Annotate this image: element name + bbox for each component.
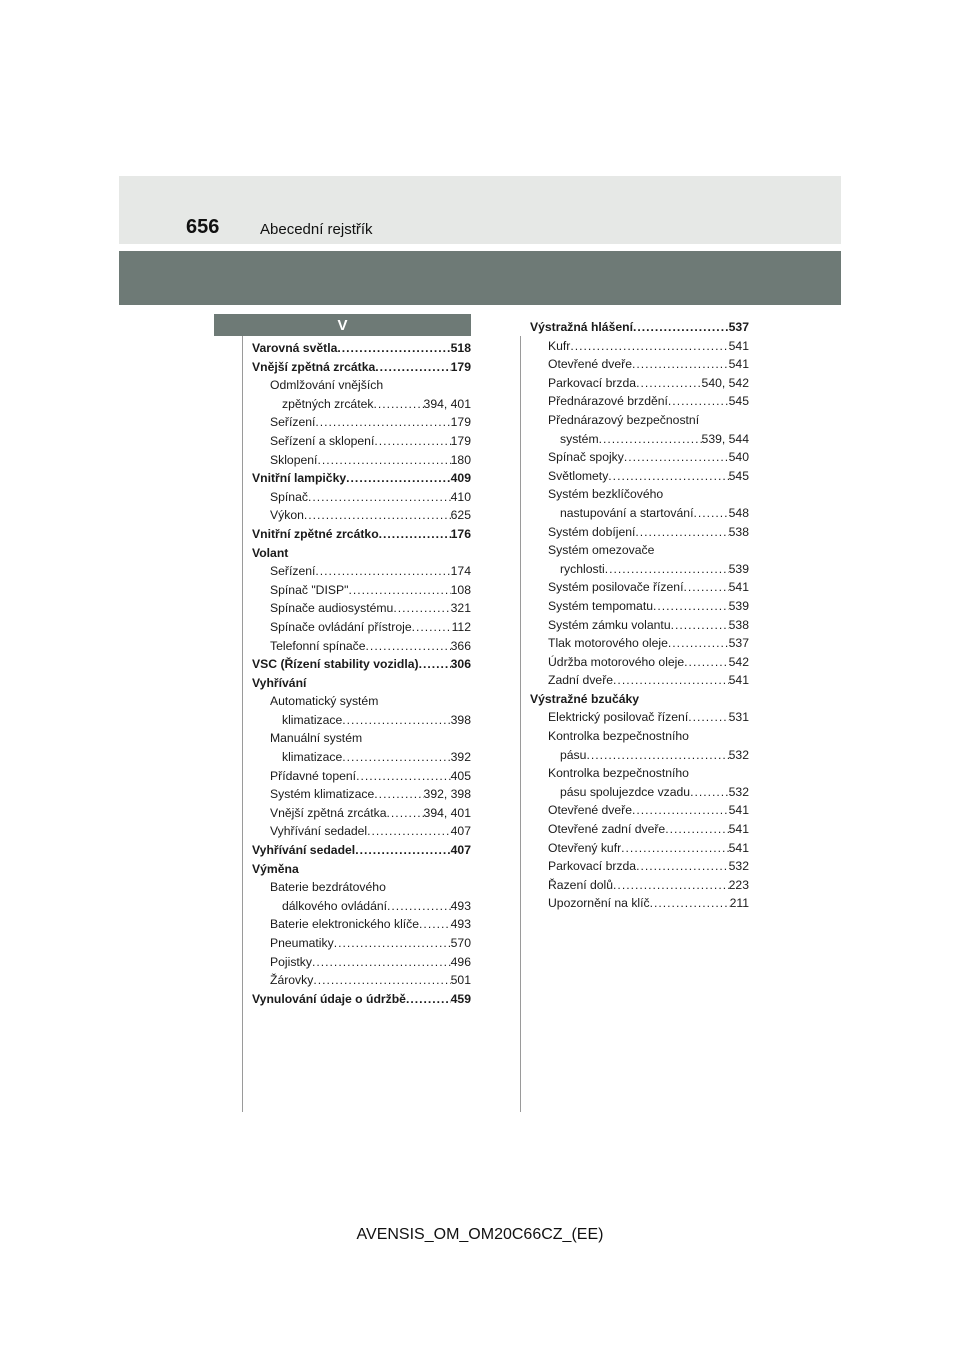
index-entry — [530, 485, 749, 504]
leader-dots — [313, 971, 450, 990]
index-entry — [530, 560, 749, 579]
index-entry — [530, 894, 749, 913]
entry-page: 459 — [450, 991, 471, 1006]
leader-dots — [684, 653, 728, 672]
entry-text: Výkon — [270, 508, 304, 523]
right-column-divider — [520, 336, 521, 1112]
entry-text: Kufr — [548, 338, 571, 353]
index-entry — [530, 504, 749, 523]
leader-dots — [406, 990, 451, 1009]
index-entry — [530, 337, 749, 356]
entry-page: 407 — [450, 824, 471, 839]
leader-dots — [650, 894, 730, 913]
index-entry — [252, 729, 471, 748]
index-entry — [252, 897, 471, 916]
index-entry — [530, 448, 749, 467]
entry-page: 211 — [729, 896, 749, 911]
entry-page: 407 — [450, 843, 471, 858]
document-code: AVENSIS_OM_OM20C66CZ_(EE) — [356, 1226, 604, 1243]
index-entry — [252, 469, 471, 488]
leader-dots — [683, 578, 728, 597]
entry-page: 537 — [728, 320, 749, 334]
entry-text: Elektrický posilovač řízení — [548, 710, 689, 725]
entry-text: Spínače audiosystému — [270, 601, 394, 616]
entry-page: 541 — [728, 338, 749, 353]
index-entry — [252, 525, 471, 544]
entry-text: Kontrolka bezpečnostního — [548, 766, 689, 781]
leader-dots — [387, 804, 424, 823]
index-entry — [252, 711, 471, 730]
index-entry — [252, 915, 471, 934]
index-entry — [530, 764, 749, 783]
entry-text: systém — [560, 431, 599, 446]
entry-text: klimatizace — [282, 712, 343, 727]
entry-page: 496 — [450, 954, 471, 969]
leader-dots — [636, 857, 729, 876]
entry-text: Otevřené dveře — [548, 357, 633, 372]
index-entry — [252, 339, 471, 358]
entry-page: 409 — [450, 471, 471, 486]
section-letter: V — [337, 316, 348, 334]
leader-dots — [690, 783, 729, 802]
index-entry — [252, 599, 471, 618]
entry-text: Světlomety — [548, 468, 609, 483]
entry-text: Vyhřívání sedadel — [270, 824, 368, 839]
index-entry — [530, 746, 749, 765]
index-entry — [252, 506, 471, 525]
leader-dots — [608, 467, 728, 486]
entry-text: Sklopení — [270, 452, 318, 467]
leader-dots — [605, 560, 729, 579]
index-entry — [252, 767, 471, 786]
entry-text: Vyhřívání — [252, 675, 307, 690]
index-entry — [530, 708, 749, 727]
section-letter-bar — [214, 314, 471, 336]
entry-page: 179 — [450, 415, 471, 430]
index-entry — [252, 785, 471, 804]
index-entry — [252, 581, 471, 600]
entry-page: 541 — [728, 580, 749, 595]
leader-dots — [668, 392, 729, 411]
index-entry — [252, 358, 471, 377]
leader-dots — [633, 318, 729, 337]
entry-page: 539 — [728, 598, 749, 613]
leader-dots — [412, 618, 452, 637]
leader-dots — [375, 358, 450, 377]
leader-dots — [693, 504, 728, 523]
index-column-left — [252, 339, 471, 1008]
entry-page: 223 — [728, 877, 749, 892]
index-entry — [530, 653, 749, 672]
index-entry — [530, 411, 749, 430]
index-entry — [530, 541, 749, 560]
index-entry — [530, 690, 749, 709]
index-entry — [252, 376, 471, 395]
leader-dots — [668, 634, 729, 653]
entry-page: 570 — [450, 936, 471, 950]
entry-page: 539, 544 — [701, 431, 749, 446]
leader-dots — [586, 746, 728, 765]
leader-dots — [665, 820, 728, 839]
leader-dots — [342, 711, 450, 730]
leader-dots — [613, 876, 729, 895]
entry-page: 179 — [450, 433, 471, 448]
entry-text: Kontrolka bezpečnostního — [548, 729, 689, 744]
index-entry — [530, 634, 749, 653]
index-entry — [252, 878, 471, 897]
entry-page: 539 — [728, 561, 749, 576]
header-dark-band — [119, 251, 841, 305]
entry-text: Systém tempomatu — [548, 598, 653, 613]
page-number: 656 — [186, 216, 220, 238]
leader-dots — [635, 523, 728, 542]
entry-text: Pneumatiky — [270, 936, 334, 950]
entry-page: 180 — [450, 452, 471, 467]
index-entry — [252, 804, 471, 823]
entry-page: 321 — [450, 601, 471, 616]
leader-dots — [374, 432, 450, 451]
entry-text: Žárovky — [270, 973, 314, 988]
entry-text: Údržba motorového oleje — [548, 654, 685, 669]
index-entry — [252, 655, 471, 674]
entry-text: Vyhřívání sedadel — [252, 843, 356, 858]
leader-dots — [346, 469, 451, 488]
leader-dots — [348, 581, 450, 600]
index-entry — [530, 876, 749, 895]
entry-text: dálkového ovládání — [282, 898, 388, 913]
leader-dots — [653, 597, 729, 616]
entry-text: Řazení dolů — [548, 877, 614, 892]
page-title: Abecední rejstřík — [260, 221, 373, 238]
index-entry — [530, 392, 749, 411]
entry-text: Baterie elektronického klíče — [270, 917, 420, 932]
entry-page: 501 — [450, 973, 471, 988]
leader-dots — [315, 413, 450, 432]
entry-text: Systém zámku volantu — [548, 617, 671, 632]
entry-text: pásu — [560, 747, 587, 762]
leader-dots — [624, 448, 729, 467]
entry-text: Spínače ovládání přístroje — [270, 619, 412, 634]
leader-dots — [312, 953, 451, 972]
index-entry — [252, 841, 471, 860]
left-column-divider — [242, 336, 243, 1112]
entry-page: 538 — [728, 617, 749, 632]
entry-text: Pojistky — [270, 954, 312, 969]
entry-text: Vynulování údaje o údržbě — [252, 991, 406, 1006]
entry-text: Volant — [252, 545, 289, 560]
entry-text: Otevřené zadní dveře — [548, 822, 666, 837]
index-entry — [252, 488, 471, 507]
leader-dots — [367, 822, 451, 841]
index-entry — [530, 355, 749, 374]
entry-text: Spínač spojky — [548, 450, 624, 465]
leader-dots — [366, 637, 451, 656]
index-entry — [530, 857, 749, 876]
header-band — [119, 176, 841, 244]
entry-text: Manuální systém — [270, 731, 363, 746]
index-entry — [530, 820, 749, 839]
entry-text: Výstražné bzučáky — [530, 691, 640, 706]
index-entry — [530, 523, 749, 542]
leader-dots — [599, 430, 702, 449]
index-entry — [530, 839, 749, 858]
entry-text: Odmlžování vnějších — [270, 378, 384, 393]
entry-text: Parkovací brzda — [548, 375, 637, 390]
entry-page: 540, 542 — [701, 375, 749, 390]
index-entry — [252, 953, 471, 972]
entry-text: klimatizace — [282, 750, 343, 765]
index-entry — [530, 578, 749, 597]
entry-text: Přednárazové brzdění — [548, 394, 668, 409]
leader-dots — [315, 562, 450, 581]
entry-text: zpětných zrcátek — [282, 396, 374, 411]
index-entry — [252, 971, 471, 990]
index-entry — [252, 637, 471, 656]
index-entry — [530, 727, 749, 746]
entry-text: Seřízení — [270, 415, 316, 430]
entry-text: Parkovací brzda — [548, 859, 637, 874]
entry-page: 493 — [450, 917, 471, 932]
leader-dots — [632, 801, 729, 820]
leader-dots — [379, 525, 451, 544]
entry-text: Přednárazový bezpečnostní — [548, 412, 700, 427]
index-entry — [252, 934, 471, 953]
entry-text: Seřízení a sklopení — [270, 433, 375, 448]
entry-page: 545 — [728, 468, 749, 483]
index-entry — [252, 413, 471, 432]
entry-page: 537 — [728, 636, 749, 651]
entry-text: Varovná světla — [252, 341, 338, 355]
entry-text: Vnitřní zpětné zrcátko — [252, 526, 379, 541]
entry-text: Otevřený kufr — [548, 840, 622, 855]
entry-text: Přídavné topení — [270, 768, 357, 783]
index-entry — [252, 544, 471, 563]
leader-dots — [337, 339, 450, 358]
entry-text: VSC (Řízení stability vozidla) — [252, 657, 419, 672]
leader-dots — [570, 337, 728, 356]
entry-page: 394, 401 — [423, 805, 471, 820]
leader-dots — [355, 841, 450, 860]
index-column-right — [530, 318, 749, 913]
entry-page: 532 — [728, 859, 749, 874]
entry-text: Seřízení — [270, 564, 316, 579]
entry-page: 538 — [728, 524, 749, 539]
entry-page: 174 — [450, 564, 471, 579]
leader-dots — [636, 374, 701, 393]
entry-text: Systém bezklíčového — [548, 487, 664, 502]
leader-dots — [334, 934, 451, 953]
entry-text: Telefonní spínače — [270, 638, 366, 653]
index-entry — [252, 692, 471, 711]
entry-text: Výměna — [252, 861, 299, 876]
entry-text: pásu spolujezdce vzadu — [560, 784, 691, 799]
entry-text: Systém klimatizace — [270, 787, 375, 802]
leader-dots — [419, 655, 451, 674]
index-entry — [530, 783, 749, 802]
index-entry — [252, 860, 471, 879]
entry-text: Automatický systém — [270, 694, 379, 709]
leader-dots — [613, 671, 729, 690]
entry-page: 541 — [728, 803, 749, 818]
index-entry — [530, 430, 749, 449]
leader-dots — [373, 395, 423, 414]
entry-page: 176 — [450, 526, 471, 541]
leader-dots — [374, 785, 423, 804]
entry-page: 392, 398 — [423, 787, 471, 802]
index-entry — [252, 674, 471, 693]
entry-page: 518 — [450, 341, 471, 355]
entry-text: Systém posilovače řízení — [548, 580, 684, 595]
leader-dots — [304, 506, 451, 525]
entry-text: Otevřené dveře — [548, 803, 633, 818]
entry-page: 179 — [450, 359, 471, 374]
index-entry — [252, 990, 471, 1009]
entry-text: Vnější zpětná zrcátka — [252, 359, 376, 374]
entry-page: 108 — [450, 582, 471, 597]
leader-dots — [632, 355, 729, 374]
entry-page: 306 — [450, 657, 471, 672]
entry-page: 392 — [450, 750, 471, 765]
entry-text: Baterie bezdrátového — [270, 880, 386, 895]
entry-text: Spínač — [270, 489, 308, 504]
entry-page: 541 — [728, 357, 749, 372]
index-entry — [530, 374, 749, 393]
leader-dots — [393, 599, 450, 618]
index-entry — [530, 616, 749, 635]
entry-text: nastupování a startování — [560, 505, 694, 520]
entry-text: Vnitřní lampičky — [252, 471, 347, 486]
entry-text: rychlosti — [560, 561, 605, 576]
index-entry — [530, 318, 749, 337]
leader-dots — [387, 897, 451, 916]
index-entry — [252, 562, 471, 581]
entry-page: 540 — [728, 450, 749, 465]
leader-dots — [342, 748, 450, 767]
index-entry — [530, 467, 749, 486]
index-entry — [252, 822, 471, 841]
entry-text: Spínač "DISP" — [270, 582, 349, 597]
entry-page: 545 — [728, 394, 749, 409]
leader-dots — [419, 915, 451, 934]
index-entry — [530, 671, 749, 690]
entry-page: 532 — [728, 747, 749, 762]
leader-dots — [671, 616, 729, 635]
entry-text: Vnější zpětná zrcátka — [270, 805, 387, 820]
entry-page: 548 — [728, 505, 749, 520]
entry-page: 112 — [451, 619, 471, 634]
index-entry — [252, 618, 471, 637]
entry-text: Zadní dveře — [548, 673, 614, 688]
entry-page: 541 — [728, 822, 749, 837]
index-entry — [252, 748, 471, 767]
entry-page: 532 — [728, 784, 749, 799]
entry-text: Systém dobíjení — [548, 524, 636, 539]
leader-dots — [688, 708, 728, 727]
entry-page: 542 — [728, 654, 749, 669]
leader-dots — [356, 767, 451, 786]
entry-page: 541 — [728, 840, 749, 855]
index-entry — [252, 395, 471, 414]
entry-page: 398 — [450, 712, 471, 727]
entry-text: Výstražná hlášení — [530, 320, 633, 334]
entry-text: Systém omezovače — [548, 543, 655, 558]
index-entry — [252, 451, 471, 470]
index-entry — [530, 597, 749, 616]
entry-text: Tlak motorového oleje — [548, 636, 668, 651]
entry-page: 405 — [450, 768, 471, 783]
entry-text: Upozornění na klíč — [548, 896, 650, 911]
leader-dots — [621, 839, 729, 858]
entry-page: 410 — [450, 489, 471, 504]
leader-dots — [308, 488, 451, 507]
entry-page: 366 — [450, 638, 471, 653]
entry-page: 541 — [728, 673, 749, 688]
index-entry — [252, 432, 471, 451]
entry-page: 625 — [450, 508, 471, 523]
index-entry — [530, 801, 749, 820]
entry-page: 531 — [728, 710, 749, 725]
entry-page: 493 — [450, 898, 471, 913]
entry-page: 394, 401 — [423, 396, 471, 411]
leader-dots — [317, 451, 450, 470]
